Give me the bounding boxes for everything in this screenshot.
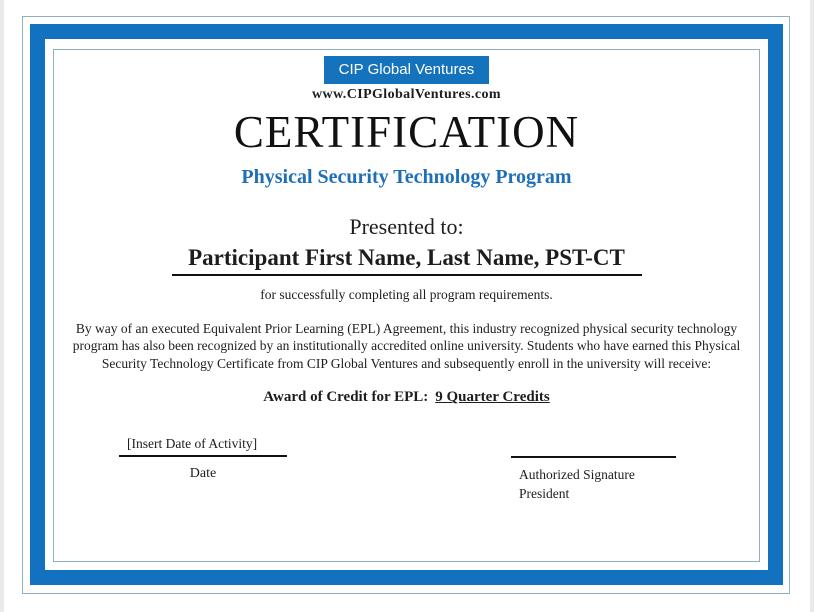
award-value: 9 Quarter Credits — [435, 389, 550, 406]
presented-to-label: Presented to: — [349, 213, 464, 239]
signature-block — [511, 436, 676, 501]
date-placeholder: [Insert Date of Activity] — [127, 436, 258, 452]
date-block — [119, 436, 287, 501]
signature-spacer — [511, 436, 676, 456]
signer-title: President — [519, 485, 570, 501]
certificate-page — [4, 0, 810, 612]
certificate-title: CERTIFICATION — [233, 107, 580, 157]
website-url: www.CIPGlobalVentures.com — [312, 87, 501, 102]
body-paragraph: By way of an executed Equivalent Prior Learning (EPL) Agreement, this industry recognized physical security technology program has also been recognized by an institutionally accredited online university. Students who have earned this Physical Security Technology Certificate from CIP Global Ventures and subsequently enroll in the university will receive: — [72, 320, 741, 371]
award-line — [55, 389, 758, 406]
date-line — [119, 455, 287, 457]
recipient-name: Participant First Name, Last Name, PST-CT — [188, 244, 625, 270]
program-name: Physical Security Technology Program — [241, 165, 572, 188]
authorized-signature-label: Authorized Signature — [519, 467, 635, 483]
signature-section — [119, 436, 676, 501]
org-name: CIP Global Ventures — [338, 61, 475, 78]
certificate-content — [55, 50, 758, 561]
authorized-signature-line — [511, 456, 676, 458]
recipient-underline — [172, 245, 642, 276]
org-name-banner — [324, 56, 490, 84]
completion-statement: for successfully completing all program requirements. — [260, 286, 553, 302]
date-label: Date — [189, 466, 217, 482]
award-label: Award of Credit for EPL: — [263, 389, 429, 406]
